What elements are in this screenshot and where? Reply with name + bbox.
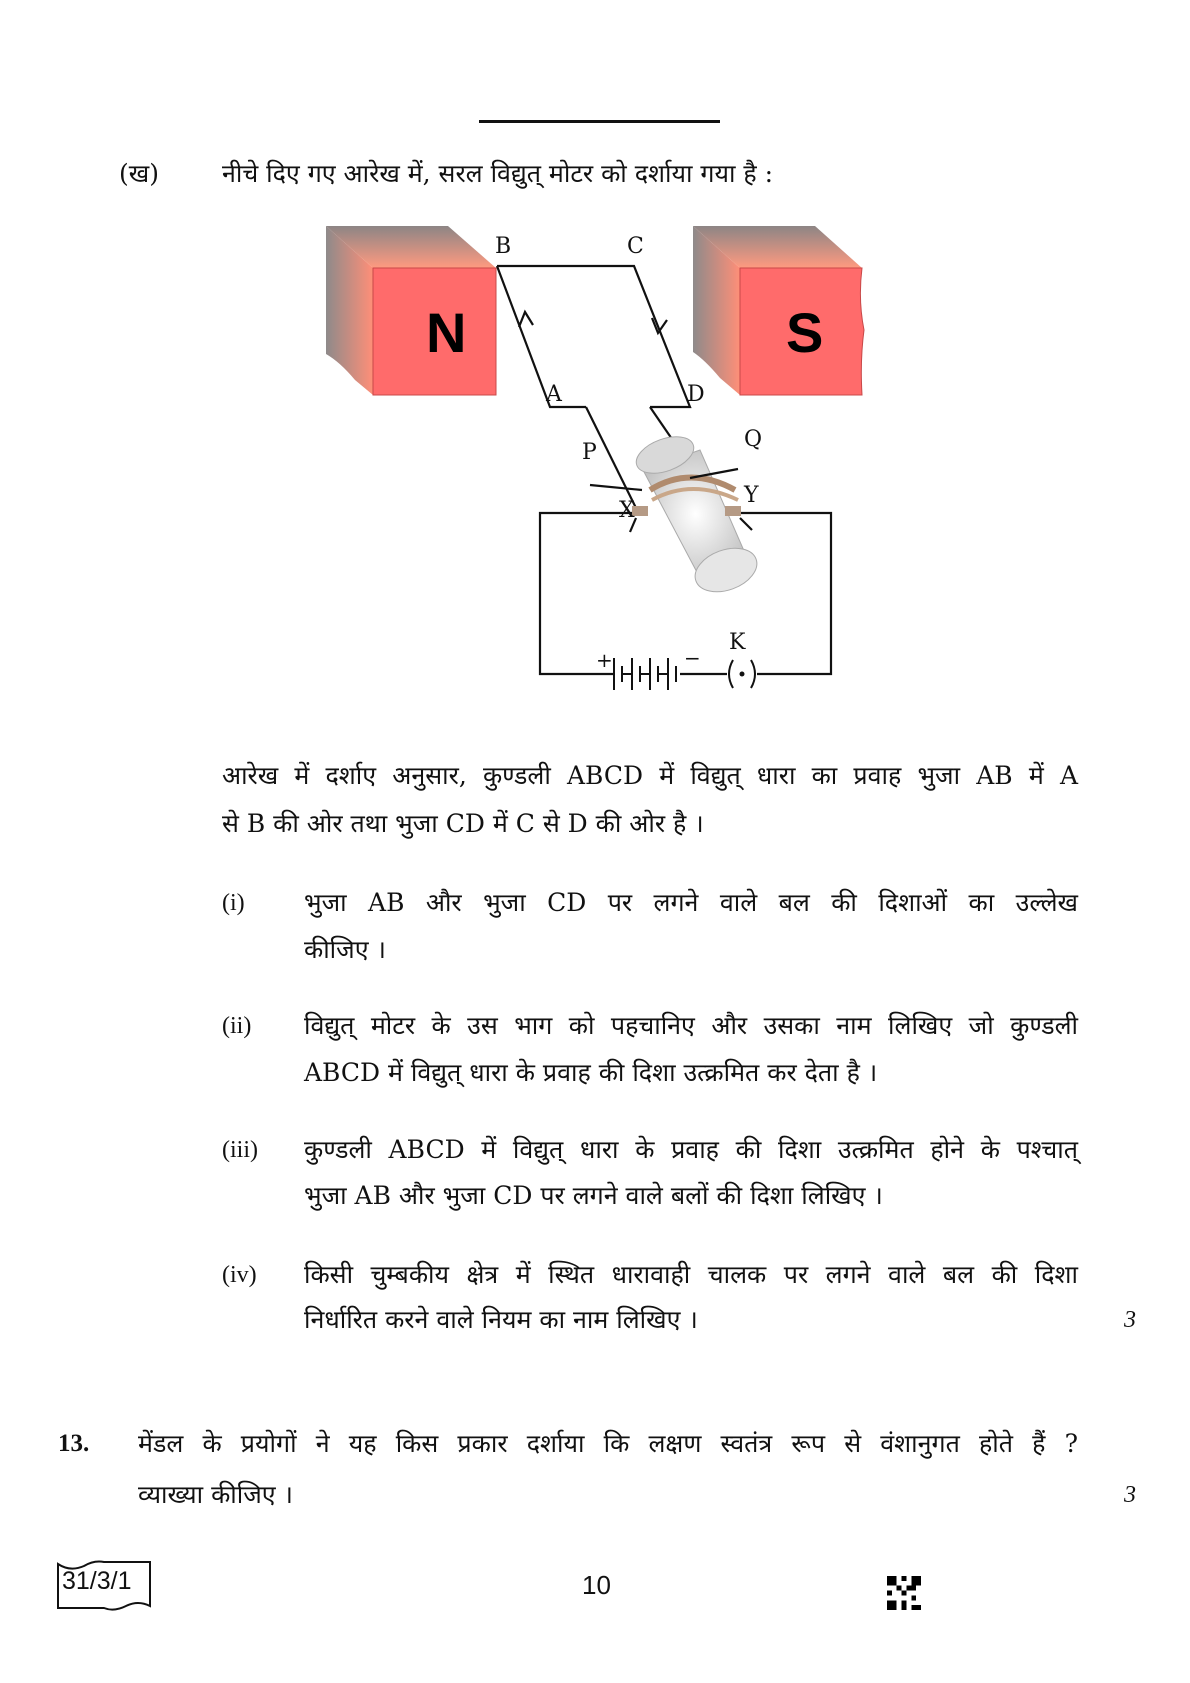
subq-iii-line-1: कुण्डली ABCD में विद्युत् धारा के प्रवाह की दिशा उत्क्रमित होने के पश्चात् (304, 1135, 1078, 1164)
electric-motor-diagram (0, 0, 1190, 700)
marks-12b: 3 (1124, 1307, 1136, 1333)
question-13-line-1: मेंडल के प्रयोगों ने यह किस प्रकार दर्शाया कि लक्षण स्वतंत्र रूप से वंशानुगत होते हैं ? (138, 1429, 1078, 1458)
subq-i-number: (i) (222, 890, 245, 916)
subq-iii-line-2: भुजा AB और भुजा CD पर लगने वाले बलों की दिशा लिखिए । (304, 1181, 883, 1210)
subq-i-line-1: भुजा AB और भुजा CD पर लगने वाले बल की दिशाओं का उल्लेख (304, 888, 1078, 917)
subq-ii-line-2: ABCD में विद्युत् धारा के प्रवाह की दिशा उत्क्रमित कर देता है । (304, 1058, 878, 1087)
label-a: A (546, 382, 562, 407)
north-label: N (426, 301, 467, 364)
label-d: D (687, 382, 705, 407)
commutator (631, 430, 763, 600)
label-c: C (627, 234, 644, 259)
subq-ii-line-1: विद्युत् मोटर के उस भाग को पहचानिए और उसका नाम लिखिए जो कुण्डली (304, 1011, 1078, 1040)
page-number: 10 (582, 1570, 611, 1600)
battery-plus: + (596, 648, 613, 672)
marks-13: 3 (1124, 1482, 1136, 1508)
label-y: Y (744, 483, 759, 508)
subq-iii-number: (iii) (222, 1137, 258, 1163)
question-13-number: 13. (58, 1430, 90, 1457)
battery-minus: − (684, 646, 701, 670)
qr-code-icon (887, 1576, 921, 1610)
paragraph-line-1: आरेख में दर्शाए अनुसार, कुण्डली ABCD में विद्युत् धारा का प्रवाह भुजा AB में A (222, 761, 1078, 790)
question-13-line-2: व्याख्या कीजिए । (138, 1480, 294, 1509)
subq-i-line-2: कीजिए । (304, 935, 386, 964)
subq-ii-number: (ii) (222, 1013, 252, 1039)
subq-iv-line-1: किसी चुम्बकीय क्षेत्र में स्थित धारावाही चालक पर लगने वाले बल की दिशा (304, 1260, 1078, 1289)
section-intro: नीचे दिए गए आरेख में, सरल विद्युत् मोटर को दर्शाया गया है : (222, 159, 774, 188)
paper-code: 31/3/1 (62, 1567, 132, 1595)
paragraph-line-2: से B की ओर तथा भुजा CD में C से D की ओर है । (222, 809, 704, 838)
section-label: (ख) (119, 159, 159, 188)
subq-iv-line-2: निर्धारित करने वाले नियम का नाम लिखिए । (304, 1305, 698, 1334)
plug-key-icon (729, 660, 755, 688)
south-label: S (786, 301, 824, 364)
label-k: K (729, 630, 746, 655)
label-p: P (582, 440, 597, 465)
label-x: X (619, 498, 635, 523)
label-b: B (495, 234, 512, 259)
subq-iv-number: (iv) (222, 1262, 257, 1288)
south-magnet (693, 226, 864, 395)
label-q: Q (744, 427, 763, 452)
north-magnet (326, 226, 496, 395)
battery-icon (614, 658, 676, 690)
